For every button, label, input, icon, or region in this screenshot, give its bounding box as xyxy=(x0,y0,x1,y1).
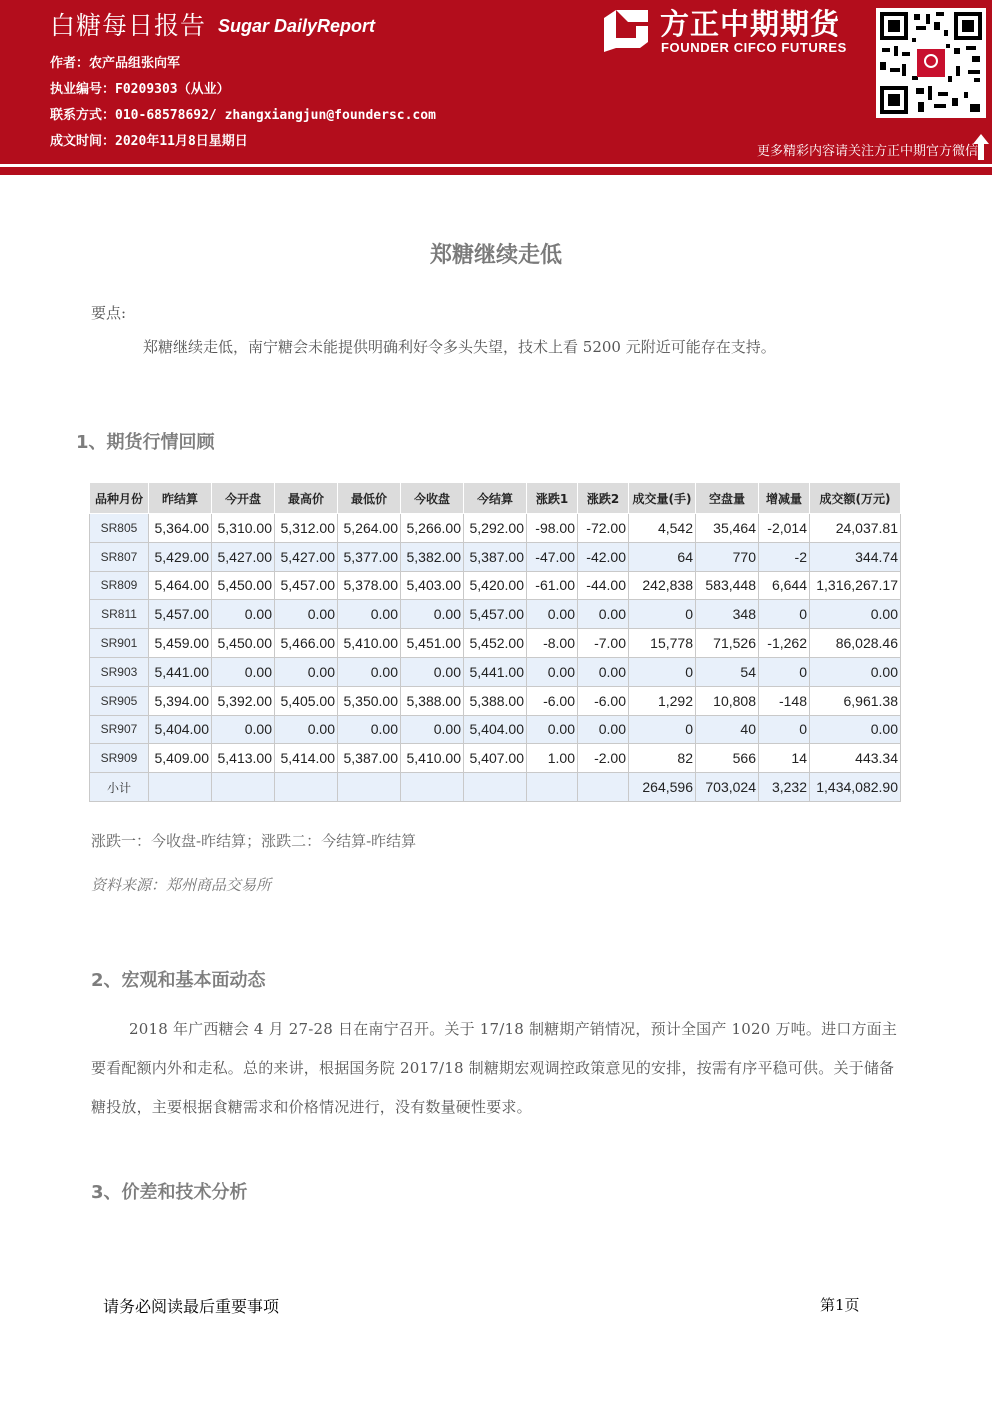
total-cell xyxy=(401,773,464,802)
table-cell: 40 xyxy=(696,715,759,744)
table-cell: 5,450.00 xyxy=(212,629,275,658)
table-row xyxy=(90,571,901,600)
table-cell: 24,037.81 xyxy=(810,514,901,543)
date-line xyxy=(50,130,248,149)
table-row xyxy=(90,542,901,571)
data-source: 资料来源：郑州商品交易所 xyxy=(91,876,272,894)
table-cell: 1,316,267.17 xyxy=(810,571,901,600)
table-cell: -42.00 xyxy=(578,542,629,571)
table-row xyxy=(90,657,901,686)
table-cell: 5,405.00 xyxy=(275,686,338,715)
table-cell: 5,407.00 xyxy=(464,744,527,773)
table-cell: 566 xyxy=(696,744,759,773)
table-row xyxy=(90,715,901,744)
table-cell: 344.74 xyxy=(810,542,901,571)
table-cell: 0.00 xyxy=(527,600,578,629)
table-cell: 5,264.00 xyxy=(338,514,401,543)
page-number: 第1页 xyxy=(820,1296,860,1314)
contact-value[interactable]: 010-68578692/ zhangxiangjun@foundersc.com xyxy=(115,108,436,123)
date-value: 2020年11月8日星期日 xyxy=(115,134,248,149)
table-cell: -148 xyxy=(759,686,810,715)
table-cell: 5,312.00 xyxy=(275,514,338,543)
author-label: 作者： xyxy=(50,56,90,71)
license-value: F0209303（从业） xyxy=(115,82,230,97)
contract-code-cell: SR907 xyxy=(90,715,149,744)
total-cell xyxy=(275,773,338,802)
total-cell: 264,596 xyxy=(629,773,696,802)
table-cell: -8.00 xyxy=(527,629,578,658)
table-cell: 35,464 xyxy=(696,514,759,543)
table-cell: 0.00 xyxy=(401,715,464,744)
header-divider xyxy=(0,164,992,175)
table-cell: -61.00 xyxy=(527,571,578,600)
total-cell xyxy=(338,773,401,802)
table-cell: 4,542 xyxy=(629,514,696,543)
table-header-cell: 最低价 xyxy=(338,483,401,514)
table-cell: 5,392.00 xyxy=(212,686,275,715)
table-cell: 5,388.00 xyxy=(464,686,527,715)
table-cell: 5,387.00 xyxy=(338,744,401,773)
arrow-up-icon xyxy=(973,134,989,160)
total-cell: 1,434,082.90 xyxy=(810,773,901,802)
follow-wechat-text: 更多精彩内容请关注方正中期官方微信 xyxy=(756,144,978,159)
table-cell: 6,961.38 xyxy=(810,686,901,715)
table-header-cell: 增减量 xyxy=(759,483,810,514)
table-cell: 82 xyxy=(629,744,696,773)
total-cell: 703,024 xyxy=(696,773,759,802)
table-row xyxy=(90,686,901,715)
table-cell: 0.00 xyxy=(275,715,338,744)
table-cell: -98.00 xyxy=(527,514,578,543)
date-label: 成文时间： xyxy=(50,134,116,149)
footer-notice: 请务必阅读最后重要事项 xyxy=(103,1297,280,1316)
table-cell: 5,266.00 xyxy=(401,514,464,543)
report-header xyxy=(0,0,992,164)
table-cell: 0.00 xyxy=(810,600,901,629)
table-cell: 1,292 xyxy=(629,686,696,715)
contract-code-cell: SR909 xyxy=(90,744,149,773)
table-cell: 5,404.00 xyxy=(149,715,212,744)
table-cell: 0.00 xyxy=(275,600,338,629)
table-header-cell: 涨跌1 xyxy=(527,483,578,514)
table-cell: 0.00 xyxy=(212,715,275,744)
table-cell: -7.00 xyxy=(578,629,629,658)
table-cell: 5,441.00 xyxy=(149,657,212,686)
table-cell: 5,410.00 xyxy=(401,744,464,773)
contact-label: 联系方式： xyxy=(50,108,116,123)
total-label-cell: 小计 xyxy=(90,773,149,802)
summary-text: 郑糖继续走低，南宁糖会未能提供明确利好令多头失望，技术上看 5200 元附近可能存在支持。 xyxy=(143,338,776,356)
table-cell: 5,403.00 xyxy=(401,571,464,600)
table-cell: 5,427.00 xyxy=(212,542,275,571)
futures-quote-table xyxy=(89,482,901,802)
table-cell: -2.00 xyxy=(578,744,629,773)
table-cell: 5,364.00 xyxy=(149,514,212,543)
table-header-cell: 昨结算 xyxy=(149,483,212,514)
table-cell: 5,409.00 xyxy=(149,744,212,773)
section-heading-macro: 2、宏观和基本面动态 xyxy=(91,970,266,991)
table-header-cell: 今结算 xyxy=(464,483,527,514)
table-cell: 0 xyxy=(629,715,696,744)
table-header-cell: 最高价 xyxy=(275,483,338,514)
table-cell: -6.00 xyxy=(578,686,629,715)
report-title-en: Sugar DailyReport xyxy=(218,16,376,36)
table-cell: 5,451.00 xyxy=(401,629,464,658)
total-cell xyxy=(527,773,578,802)
contract-code-cell: SR811 xyxy=(90,600,149,629)
table-note: 涨跌一：今收盘-昨结算；涨跌二：今结算-昨结算 xyxy=(91,832,417,850)
contact-line xyxy=(50,104,436,123)
table-cell: 0.00 xyxy=(212,657,275,686)
key-points-label: 要点: xyxy=(91,304,127,322)
company-logo-en: FOUNDER CIFCO FUTURES xyxy=(661,40,847,55)
qr-code-icon[interactable] xyxy=(876,8,986,118)
table-cell: 5,429.00 xyxy=(149,542,212,571)
table-cell: 5,382.00 xyxy=(401,542,464,571)
contract-code-cell: SR903 xyxy=(90,657,149,686)
table-cell: 0.00 xyxy=(212,600,275,629)
table-cell: 5,450.00 xyxy=(212,571,275,600)
table-cell: -44.00 xyxy=(578,571,629,600)
total-cell xyxy=(212,773,275,802)
table-row xyxy=(90,514,901,543)
table-cell: 15,778 xyxy=(629,629,696,658)
table-cell: 0 xyxy=(629,657,696,686)
table-cell: 0.00 xyxy=(338,657,401,686)
report-title-cn: 白糖每日报告 xyxy=(50,11,207,40)
founder-logo-icon xyxy=(602,8,650,54)
table-cell: 0.00 xyxy=(401,600,464,629)
table-cell: 0 xyxy=(759,657,810,686)
table-cell: 0.00 xyxy=(810,657,901,686)
table-header-cell: 今开盘 xyxy=(212,483,275,514)
table-cell: 0.00 xyxy=(527,715,578,744)
table-header-cell: 成交额(万元) xyxy=(810,483,901,514)
table-cell: 5,452.00 xyxy=(464,629,527,658)
table-cell: 770 xyxy=(696,542,759,571)
license-line xyxy=(50,78,230,97)
table-cell: 5,413.00 xyxy=(212,744,275,773)
table-cell: 5,466.00 xyxy=(275,629,338,658)
table-cell: 0.00 xyxy=(338,600,401,629)
section-heading-futures-review: 1、期货行情回顾 xyxy=(76,432,215,453)
table-row xyxy=(90,629,901,658)
table-header-cell: 品种月份 xyxy=(90,483,149,514)
total-cell xyxy=(464,773,527,802)
table-cell: -72.00 xyxy=(578,514,629,543)
table-cell: 6,644 xyxy=(759,571,810,600)
table-total-row xyxy=(90,773,901,802)
contract-code-cell: SR905 xyxy=(90,686,149,715)
table-cell: 5,427.00 xyxy=(275,542,338,571)
table-cell: -1,262 xyxy=(759,629,810,658)
table-cell: 5,292.00 xyxy=(464,514,527,543)
macro-paragraph: 2018 年广西糖会 4 月 27-28 日在南宁召开。关于 17/18 制糖期产销情况，预计全国产 1020 万吨。进口方面主要看配额内外和走私。总的来讲，根据国务院 2017/18 制糖期宏观调控政策意见的安排，按需有序平稳可供。关于储备糖投放，主要根据食糖需求和价格情况进行，没有数量硬性要求。 xyxy=(91,1020,898,1116)
contract-code-cell: SR901 xyxy=(90,629,149,658)
table-cell: 0 xyxy=(759,600,810,629)
table-cell: 5,377.00 xyxy=(338,542,401,571)
table-header-cell: 成交量(手) xyxy=(629,483,696,514)
table-cell: 5,394.00 xyxy=(149,686,212,715)
table-cell: 5,414.00 xyxy=(275,744,338,773)
document-title: 郑糖继续走低 xyxy=(429,243,562,268)
table-cell: -47.00 xyxy=(527,542,578,571)
table-cell: 5,457.00 xyxy=(149,600,212,629)
table-cell: 5,459.00 xyxy=(149,629,212,658)
table-cell: 64 xyxy=(629,542,696,571)
table-cell: 0.00 xyxy=(578,657,629,686)
table-cell: 242,838 xyxy=(629,571,696,600)
table-cell: 348 xyxy=(696,600,759,629)
table-cell: 71,526 xyxy=(696,629,759,658)
company-logo-cn: 方正中期期货 xyxy=(660,7,841,41)
total-cell xyxy=(149,773,212,802)
contract-code-cell: SR807 xyxy=(90,542,149,571)
table-cell: 0.00 xyxy=(338,715,401,744)
table-cell: 5,464.00 xyxy=(149,571,212,600)
table-cell: 5,410.00 xyxy=(338,629,401,658)
total-cell xyxy=(578,773,629,802)
contract-code-cell: SR809 xyxy=(90,571,149,600)
table-cell: 5,387.00 xyxy=(464,542,527,571)
table-cell: 5,310.00 xyxy=(212,514,275,543)
contract-code-cell: SR805 xyxy=(90,514,149,543)
table-cell: 0.00 xyxy=(578,600,629,629)
table-cell: 5,420.00 xyxy=(464,571,527,600)
table-header-cell: 涨跌2 xyxy=(578,483,629,514)
table-cell: 0 xyxy=(759,715,810,744)
total-cell: 3,232 xyxy=(759,773,810,802)
table-cell: -2,014 xyxy=(759,514,810,543)
table-cell: 54 xyxy=(696,657,759,686)
table-cell: 1.00 xyxy=(527,744,578,773)
table-cell: 86,028.46 xyxy=(810,629,901,658)
table-header-row xyxy=(90,483,901,514)
table-cell: 0 xyxy=(629,600,696,629)
table-cell: 0.00 xyxy=(810,715,901,744)
table-cell: 14 xyxy=(759,744,810,773)
table-cell: 0.00 xyxy=(578,715,629,744)
table-cell: 10,808 xyxy=(696,686,759,715)
table-header-cell: 今收盘 xyxy=(401,483,464,514)
table-header-cell: 空盘量 xyxy=(696,483,759,514)
table-cell: 5,457.00 xyxy=(275,571,338,600)
table-cell: 0.00 xyxy=(527,657,578,686)
table-cell: 583,448 xyxy=(696,571,759,600)
section-heading-technical: 3、价差和技术分析 xyxy=(91,1182,248,1203)
table-cell: -6.00 xyxy=(527,686,578,715)
table-cell: 443.34 xyxy=(810,744,901,773)
table-cell: -2 xyxy=(759,542,810,571)
license-label: 执业编号： xyxy=(50,82,116,97)
table-cell: 5,378.00 xyxy=(338,571,401,600)
table-row xyxy=(90,744,901,773)
author-value: 农产品组张向军 xyxy=(89,56,181,71)
table-cell: 5,350.00 xyxy=(338,686,401,715)
table-cell: 5,457.00 xyxy=(464,600,527,629)
table-cell: 5,404.00 xyxy=(464,715,527,744)
table-row xyxy=(90,600,901,629)
table-cell: 0.00 xyxy=(275,657,338,686)
author-line xyxy=(50,52,180,71)
table-cell: 5,441.00 xyxy=(464,657,527,686)
table-cell: 5,388.00 xyxy=(401,686,464,715)
table-cell: 0.00 xyxy=(401,657,464,686)
